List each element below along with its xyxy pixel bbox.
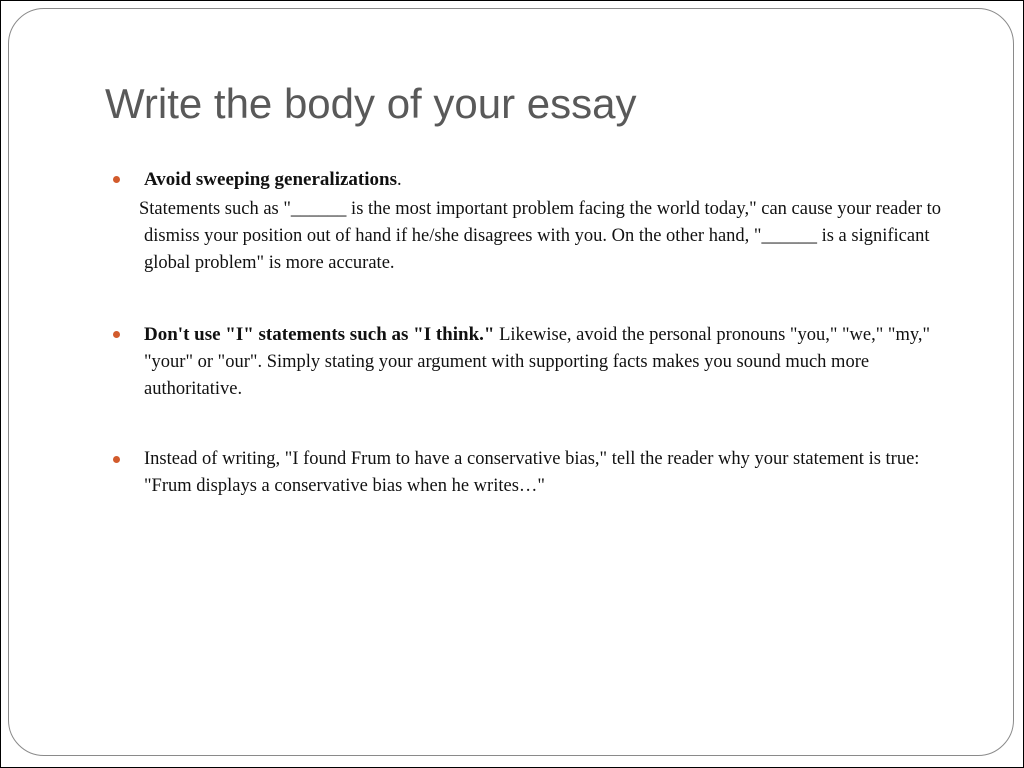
spacer xyxy=(111,403,971,446)
bullet-heading-period: . xyxy=(396,170,402,190)
bullet-heading: Avoid sweeping generalizations xyxy=(144,169,397,190)
bullet-body-text: Instead of writing, "I found Frum to have a conservative bias," tell the reader why your statement is true: "Frum displays a conservative bias when he writes…" xyxy=(144,449,920,496)
spacer xyxy=(111,277,971,321)
bullet-dot-icon xyxy=(113,331,120,338)
slide-content xyxy=(111,166,971,500)
bullet-item-instead-of-writing xyxy=(111,446,971,500)
bullet-bold-text: Don't use "I" statements such as "I think." xyxy=(144,324,495,345)
slide xyxy=(1,1,1023,767)
slide-title: Write the body of your essay xyxy=(105,80,637,127)
bullet-body-text: Likewise, avoid the personal pronouns "you," "we," "my," "your" or "our". Simply stating your argument with supporting facts makes you sound much more authoritative. xyxy=(144,325,931,399)
bullet-dot-icon xyxy=(113,456,120,463)
bullet-item-i-statements xyxy=(111,321,971,403)
bullet-item-generalizations xyxy=(111,166,971,194)
bullet-dot-icon xyxy=(113,176,120,183)
generalizations-paragraph: Statements such as "______ is the most important problem facing the world today," can cause your reader to dismiss your position out of hand if he/she disagrees with you. On the other hand, "______ is a significant global problem" is more accurate. xyxy=(139,199,942,273)
